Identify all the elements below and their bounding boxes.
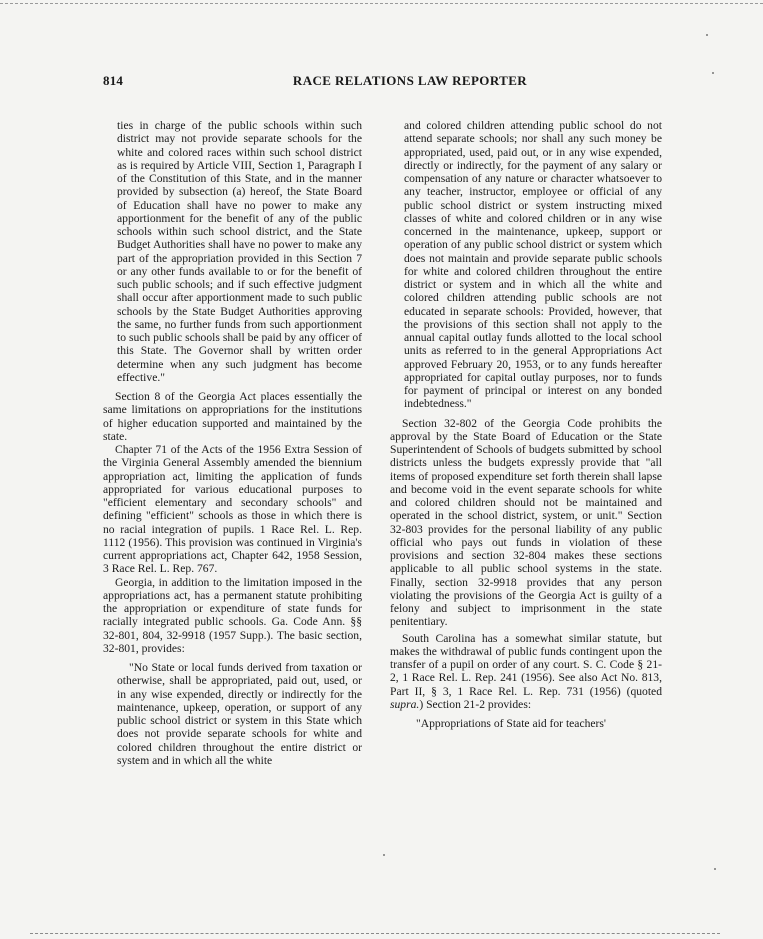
- left-column: [103, 119, 362, 767]
- scan-speck: [712, 72, 714, 74]
- bottom-scan-edge: [30, 933, 720, 934]
- right-column: [390, 119, 662, 730]
- sc-text-start: South Carolina has a somewhat similar statute, but makes the withdrawal of public funds contingent upon the transfer of a pupil on order of any court. S. C. Code § 21-2, 1 Race Rel. L. Rep. 241 (1956). See also Act No. 813, Part II, § 3, 1 Race Rel. L. Rep. 731 (1956) (quoted: [390, 631, 662, 698]
- page-number: 814: [103, 73, 124, 88]
- left-paragraph-georgia-statute: Georgia, in addition to the limitation imposed in the appropriations act, has a permanent statute prohibiting the appropriation or expenditure of state funds for racially integrated public schools. Ga. Code Ann. §§ 32-801, 804, 32-9918 (1957 Supp.). The basic section, 32-801, provides:: [103, 575, 362, 655]
- left-quote-32-801: "No State or local funds derived from taxation or otherwise, shall be appropriated, paid out, used, or in any wise expended, directly or indirectly for the maintenance, upkeep, operation, or support of any public school district or system in this State which does not provide separate schools for white and colored children throughout the entire district or system and in which all the white: [117, 661, 362, 767]
- running-head: RACE RELATIONS LAW REPORTER: [292, 73, 528, 88]
- scan-speck: [706, 34, 708, 36]
- left-quote-continuation: ties in charge of the public schools within such district may not provide separate schools for the white and colored races within such school district as is required by Article VIII, Section 1, Paragraph I of the Constitution of this State, and in the manner provided by subsection (a) hereof, the State Board of Education shall have no power to make any apportionment for the benefit of any of the public schools within such school district, and the State Budget Authorities shall have no power to make any part of the appropriation provided in this Section 7 or any other funds available to or for the benefit of such public schools; and if such effective judgment shall occur after apportionment made to such public schools by the State Budget Authorities approving the same, no further funds from such apportionment to such public schools shall be paid by any officer of this State. The Governor shall by written order determine when any such judgment has become effective.": [117, 119, 362, 384]
- scan-speck: [383, 854, 385, 856]
- top-scan-edge: [0, 3, 763, 4]
- right-quote-continuation: and colored children attending public school do not attend separate schools; nor shall any such money be appropriated, used, paid out, or in any wise expended, directly or indirectly, for the payment of any salary or compensation of any nature or character whatsoever to any teacher, instructor, employee or official of any public school district or system instructing mixed classes of white and colored children or in any wise concerned in the maintenance, upkeep, support or operation of any public school district or system which does not maintain and provide separate public schools for white and colored children throughout the entire district or system and in which all the white and colored children attending public schools are not educated in separate schools: Provided, however, that the provisions of this section shall not apply to the annual capital outlay funds allotted to the local school units as referred to in the general Appropriations Act approved February 20, 1953, or to any funds hereafter appropriated for capital outlay purposes, nor to funds for payment of principal or interest on any bonded indebtedness.": [404, 119, 662, 411]
- right-paragraph-32-802: Section 32-802 of the Georgia Code prohibits the approval by the State Board of Education or the State Superintendent of Schools of budgets submitted by school districts unless the budgets expressly provide that "all items of proposed expenditure set forth therein shall lapse and become void in the event separate schools for white and colored children should not be maintained and operated in the school district, system, or unit." Section 32-803 provides for the personal liability of any public official who pays out funds in violation of these provisions and section 32-804 makes these sections applicable to all public school systems in the state. Finally, section 32-9918 provides that any person violating the provisions of the Georgia Act is guilty of a felony and subject to imprisonment in the state penitentiary.: [390, 416, 662, 629]
- sc-supra-italic: supra.: [390, 697, 420, 711]
- right-paragraph-south-carolina: [390, 632, 662, 712]
- left-paragraph-georgia-section-8: Section 8 of the Georgia Act places essentially the same limitations on appropriations for the institutions of higher education supported and maintained by the state.: [103, 390, 362, 443]
- left-paragraph-virginia: Chapter 71 of the Acts of the 1956 Extra Session of the Virginia General Assembly amended the biennium appropriation act, limiting the application of funds appropriated for various educational purposes to "efficient elementary and secondary schools" and defining "efficient" schools as those in which there is no racial integration of pupils. 1 Race Rel. L. Rep. 1112 (1956). This provision was continued in Virginia's current appropriations act, Chapter 642, 1958 Session, 3 Race Rel. L. Rep. 767.: [103, 443, 362, 576]
- sc-text-end: ) Section 21-2 provides:: [419, 697, 532, 711]
- right-quote-appropriations: "Appropriations of State aid for teachers': [416, 717, 607, 730]
- scan-speck: [714, 868, 716, 870]
